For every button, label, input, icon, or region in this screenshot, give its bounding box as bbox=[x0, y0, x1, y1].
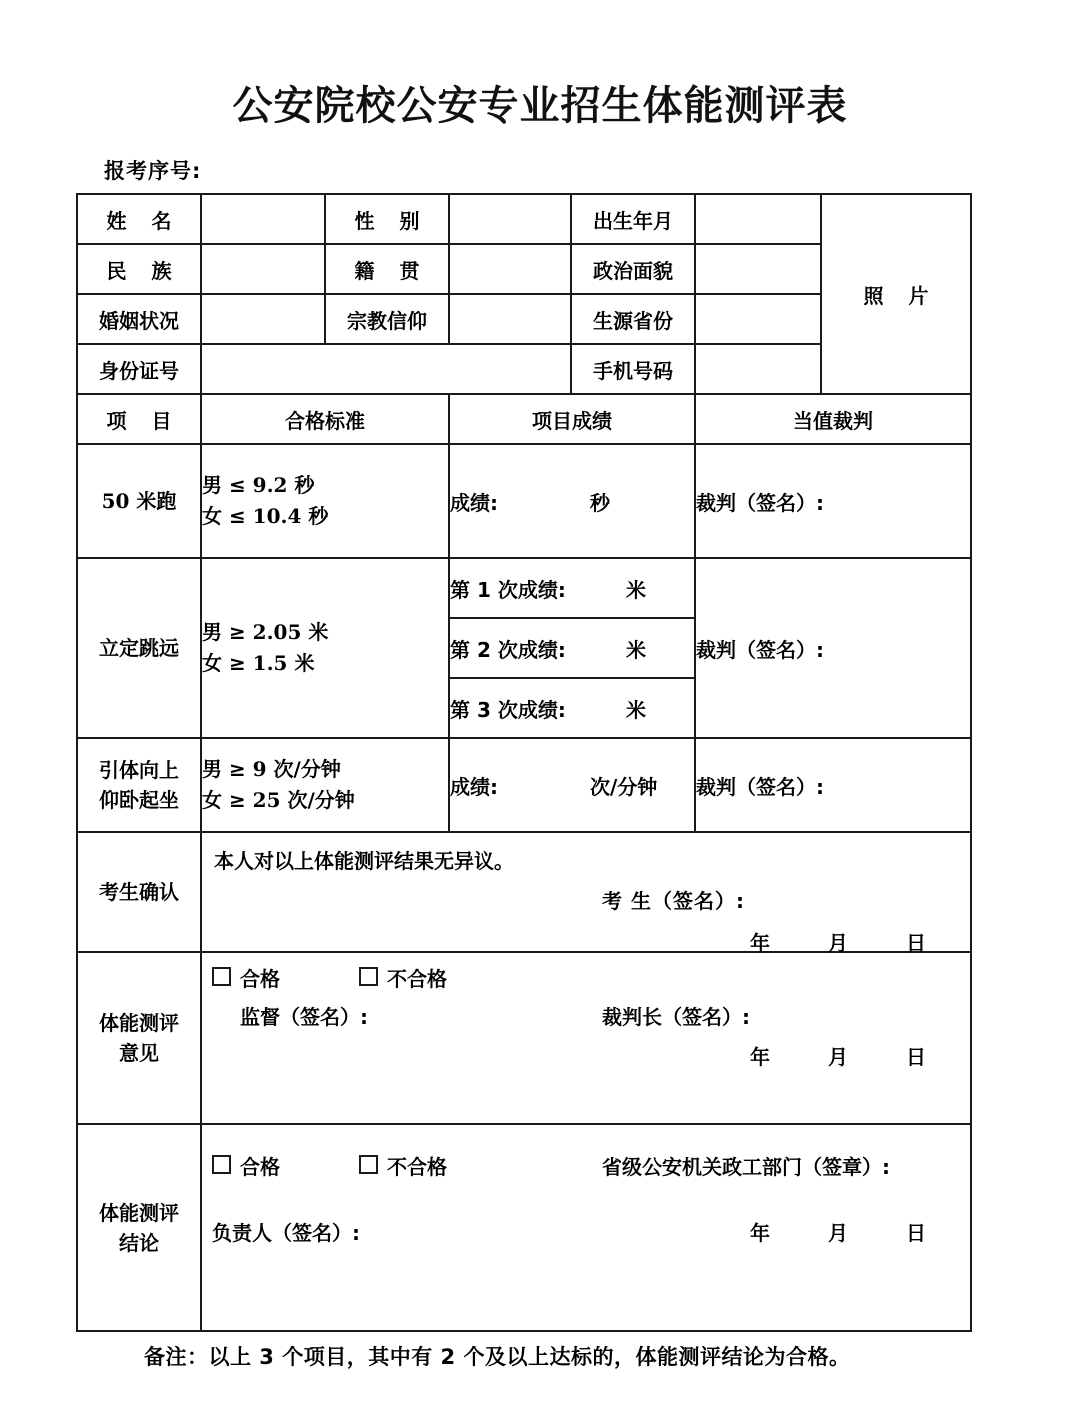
opinion-day-label: 日 bbox=[906, 1045, 926, 1069]
judge-signature-longjump[interactable]: 裁判（签名）: bbox=[695, 558, 971, 738]
conclusion-checkbox-group bbox=[212, 1151, 447, 1180]
result-label-pullup-situp: 成绩: bbox=[450, 774, 498, 799]
opinion-year-label: 年 bbox=[750, 1045, 770, 1069]
field-ethnicity-value[interactable] bbox=[201, 244, 325, 294]
field-name-value[interactable] bbox=[201, 194, 325, 244]
table-row-test-longjump-1 bbox=[77, 558, 971, 618]
table-row-assessment-opinion bbox=[77, 952, 971, 1124]
table-row-test-sprint bbox=[77, 444, 971, 558]
standard-female-sprint: 女 ≤ 10.4 秒 bbox=[202, 504, 329, 528]
table-row-test-pullup-situp bbox=[77, 738, 971, 832]
field-native-place-value[interactable] bbox=[449, 244, 571, 294]
standard-female-situp: 女 ≥ 25 次/分钟 bbox=[202, 788, 355, 812]
field-phone-number-value[interactable] bbox=[695, 344, 821, 394]
opinion-fail-label: 不合格 bbox=[386, 967, 447, 991]
standard-male-pullup: 男 ≥ 9 次/分钟 bbox=[202, 757, 341, 781]
label-ethnicity: 民 族 bbox=[77, 244, 201, 294]
confirmation-month-label: 月 bbox=[828, 931, 848, 955]
footnote-remark: 备注：以上 3 个项目，其中有 2 个及以上达标的，体能测评结论为合格。 bbox=[144, 1345, 851, 1369]
table-row-name bbox=[77, 194, 971, 244]
field-marital-status-value[interactable] bbox=[201, 294, 325, 344]
attempt-1-unit: 米 bbox=[626, 577, 646, 602]
attempt-2-unit: 米 bbox=[626, 637, 646, 662]
responsible-person-signature-field[interactable]: 负责人（签名）: bbox=[212, 1221, 360, 1245]
fitness-assessment-form-table bbox=[76, 193, 972, 1332]
photo-placeholder[interactable]: 照 片 bbox=[821, 194, 971, 394]
supervisor-signature-field[interactable]: 监督（签名）: bbox=[240, 1005, 368, 1029]
field-gender-value[interactable] bbox=[449, 194, 571, 244]
result-unit-sprint: 秒 bbox=[590, 490, 610, 515]
result-unit-pullup-situp: 次/分钟 bbox=[590, 774, 658, 799]
test-name-line-2: 仰卧起坐 bbox=[99, 788, 179, 812]
opinion-label-line-2: 意见 bbox=[119, 1041, 159, 1065]
opinion-pass-label: 合格 bbox=[240, 967, 280, 991]
section-label-assessment-opinion bbox=[77, 952, 201, 1124]
checkbox-square-icon bbox=[212, 967, 231, 986]
field-birth-date-value[interactable] bbox=[695, 194, 821, 244]
column-header-result: 项目成绩 bbox=[449, 394, 695, 444]
conclusion-label-line-2: 结论 bbox=[119, 1230, 159, 1255]
field-religion-value[interactable] bbox=[449, 294, 571, 344]
checkbox-square-icon bbox=[359, 967, 378, 986]
test-name-line-1: 引体向上 bbox=[99, 758, 179, 782]
conclusion-fail-label: 不合格 bbox=[386, 1155, 447, 1179]
result-label-sprint: 成绩: bbox=[450, 490, 498, 515]
section-label-assessment-conclusion bbox=[77, 1124, 201, 1331]
table-row-test-header bbox=[77, 394, 971, 444]
assessment-opinion-body bbox=[201, 952, 971, 1124]
conclusion-month-label: 月 bbox=[828, 1221, 848, 1245]
longjump-attempt-1[interactable] bbox=[449, 558, 695, 618]
result-field-sprint[interactable] bbox=[449, 444, 695, 558]
standard-male-longjump: 男 ≥ 2.05 米 bbox=[202, 620, 329, 644]
conclusion-pass-checkbox[interactable] bbox=[212, 1151, 280, 1180]
test-standard-longjump bbox=[201, 558, 449, 738]
test-standard-sprint bbox=[201, 444, 449, 558]
label-native-place: 籍 贯 bbox=[325, 244, 449, 294]
confirmation-statement: 本人对以上体能测评结果无异议。 bbox=[214, 849, 514, 873]
provincial-department-seal-field[interactable]: 省级公安机关政工部门（签章）: bbox=[602, 1155, 890, 1179]
checkbox-square-icon bbox=[359, 1155, 378, 1174]
label-gender: 性 别 bbox=[325, 194, 449, 244]
confirmation-year-label: 年 bbox=[750, 931, 770, 955]
label-birth-date: 出生年月 bbox=[571, 194, 695, 244]
assessment-conclusion-body bbox=[201, 1124, 971, 1331]
result-field-pullup-situp[interactable] bbox=[449, 738, 695, 832]
standard-male-sprint: 男 ≤ 9.2 秒 bbox=[202, 473, 315, 497]
checkbox-square-icon bbox=[212, 1155, 231, 1174]
field-id-number-value[interactable] bbox=[201, 344, 571, 394]
label-phone-number: 手机号码 bbox=[571, 344, 695, 394]
section-label-candidate-confirmation: 考生确认 bbox=[77, 832, 201, 952]
label-marital-status: 婚姻状况 bbox=[77, 294, 201, 344]
label-religion: 宗教信仰 bbox=[325, 294, 449, 344]
opinion-month-label: 月 bbox=[828, 1045, 848, 1069]
application-sequence-label: 报考序号: bbox=[104, 159, 202, 183]
opinion-fail-checkbox[interactable] bbox=[359, 963, 447, 992]
conclusion-day-label: 日 bbox=[906, 1221, 926, 1245]
label-name: 姓 名 bbox=[77, 194, 201, 244]
candidate-confirmation-body bbox=[201, 832, 971, 955]
attempt-2-label: 第 2 次成绩: bbox=[450, 637, 566, 662]
judge-signature-pullup-situp[interactable]: 裁判（签名）: bbox=[695, 738, 971, 832]
opinion-label-line-1: 体能测评 bbox=[99, 1011, 179, 1035]
conclusion-date-field[interactable] bbox=[750, 1217, 926, 1246]
page-title: 公安院校公安专业招生体能测评表 bbox=[232, 82, 848, 129]
table-row-assessment-conclusion bbox=[77, 1124, 971, 1331]
column-header-standard: 合格标准 bbox=[201, 394, 449, 444]
field-source-province-value[interactable] bbox=[695, 294, 821, 344]
field-political-status-value[interactable] bbox=[695, 244, 821, 294]
longjump-attempt-3[interactable] bbox=[449, 678, 695, 738]
test-name-longjump: 立定跳远 bbox=[77, 558, 201, 738]
attempt-3-unit: 米 bbox=[626, 697, 646, 722]
conclusion-pass-label: 合格 bbox=[240, 1155, 280, 1179]
label-political-status: 政治面貌 bbox=[571, 244, 695, 294]
attempt-1-label: 第 1 次成绩: bbox=[450, 577, 566, 602]
opinion-date-field[interactable] bbox=[750, 1041, 926, 1070]
test-standard-pullup-situp bbox=[201, 738, 449, 832]
judge-signature-sprint[interactable]: 裁判（签名）: bbox=[695, 444, 971, 558]
opinion-checkbox-group bbox=[212, 963, 447, 992]
longjump-attempt-2[interactable] bbox=[449, 618, 695, 678]
confirmation-day-label: 日 bbox=[906, 931, 926, 955]
chief-judge-signature-field[interactable]: 裁判长（签名）: bbox=[602, 1005, 750, 1029]
attempt-3-label: 第 3 次成绩: bbox=[450, 697, 566, 722]
candidate-signature-field[interactable]: 考 生（签名）: bbox=[602, 889, 745, 913]
conclusion-fail-checkbox[interactable] bbox=[359, 1151, 447, 1180]
test-name-pullup-situp bbox=[77, 738, 201, 832]
conclusion-label-line-1: 体能测评 bbox=[99, 1200, 179, 1225]
test-name-sprint: 50 米跑 bbox=[77, 444, 201, 558]
standard-female-longjump: 女 ≥ 1.5 米 bbox=[202, 651, 315, 675]
column-header-judge: 当值裁判 bbox=[695, 394, 971, 444]
label-id-number: 身份证号 bbox=[77, 344, 201, 394]
confirmation-date-field[interactable] bbox=[750, 927, 926, 956]
column-header-item: 项 目 bbox=[77, 394, 201, 444]
conclusion-year-label: 年 bbox=[750, 1221, 770, 1245]
opinion-pass-checkbox[interactable] bbox=[212, 963, 280, 992]
label-source-province: 生源省份 bbox=[571, 294, 695, 344]
table-row-candidate-confirmation bbox=[77, 832, 971, 952]
